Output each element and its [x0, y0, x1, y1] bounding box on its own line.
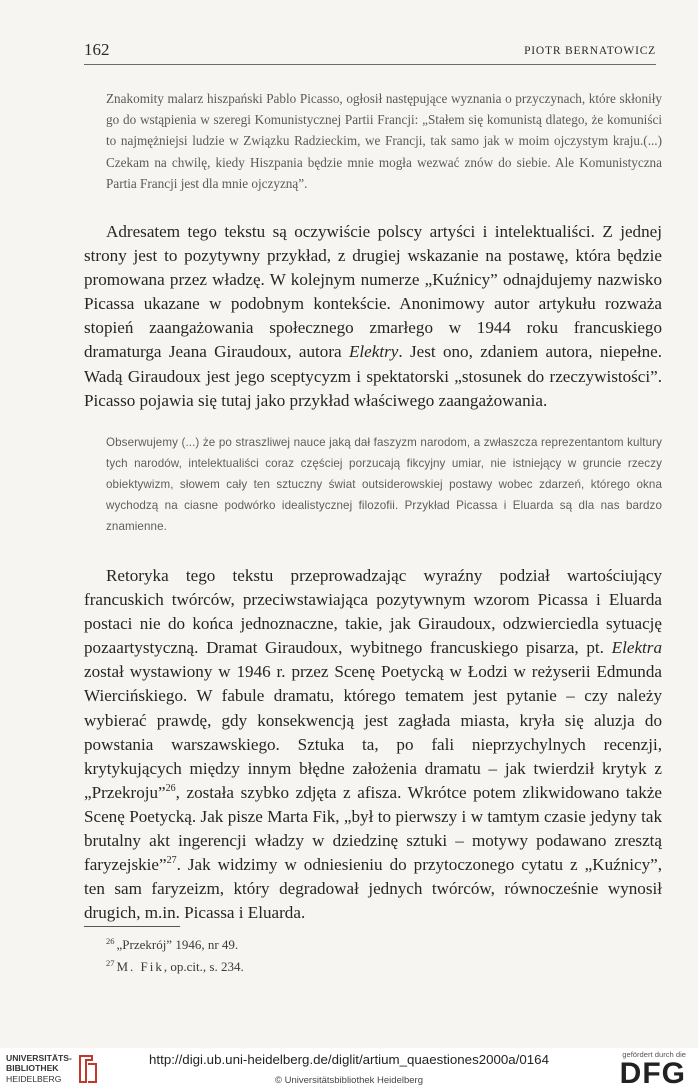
source-url-link[interactable]: http://digi.ub.uni-heidelberg.de/diglit/artium_quaestiones2000a/0164: [149, 1052, 549, 1067]
page-number: 162: [84, 40, 110, 59]
copyright-text: © Universitätsbibliothek Heidelberg: [275, 1075, 423, 1086]
viewer-footer: [0, 1048, 698, 1092]
footnote-ref-27[interactable]: 27: [166, 855, 177, 867]
footnote-27: [106, 954, 244, 976]
para2-title: Elektra: [611, 638, 662, 658]
footnote-author: M. Fik: [116, 959, 164, 974]
block-quote-1: Znakomity malarz hiszpański Pablo Picasso, ogłosił następujące wyznania o przyczynach, które skłoniły go do wstąpienia w szeregi Komunistycznej Partii Francji: „Stałem się komunistą dlatego, że komuniści to najmężniejsi ludzie w Związku Radzieckim, we Francji, tak samo jak w moim ojczystym kraju.(...) Czekam na chwilę, kiedy Hiszpania będzie mnie mogła wezwać znów do siebie. Ale Komunistyczna Partia Francji jest dla mnie ojczyzną”.: [106, 91, 662, 191]
footnote-divider: [84, 926, 180, 927]
para2-text1: Retoryka tego tekstu przeprowadzając wyraźny podział wartościujący francuskich twórców, przeciwstawiająca pozytywnym wzorom Picassa i Eluarda postaci nie do końca jednoznaczne, takie, jak Giraudoux, odzwierciedla sytuację pozaartystyczną. Dramat Giraudoux, wybitnego francuskiego pisarza, pt.: [84, 566, 662, 658]
library-name-line: HEIDELBERG: [6, 1073, 62, 1084]
dfg-wordmark: DFG: [619, 1057, 686, 1090]
running-head: PIOTR BERNATOWICZ: [524, 45, 656, 57]
para1-title: Elektry: [348, 342, 399, 362]
dfg-caption: gefördert durch die: [622, 1050, 686, 1059]
footnote-number: 27: [106, 958, 115, 968]
footnote-text: , op.cit., s. 234.: [163, 959, 244, 974]
para1-text2: . Jest ono, zdaniem autora, niepełne. Wadą Giraudoux jest jego sceptycyzm i spektatorski „stosunek do rzeczywistości”. Picasso pojawia się tutaj jako przykład właściwego zaangażowania.: [84, 342, 662, 410]
body-paragraph-2: [84, 564, 662, 925]
footnote-ref-26[interactable]: 26: [165, 782, 176, 794]
para2-text4: . Jak widzimy w odniesieniu do przytoczonego cytatu z „Kuźnicy”, ten sam faryzeizm, który degradował jednych twórców, równocześnie wynosił drugich, m.in. Picassa i Eluarda.: [84, 855, 662, 923]
library-name-line: BIBLIOTHEK: [6, 1063, 59, 1074]
page-header: [84, 40, 656, 65]
footnote-number: 26: [106, 936, 115, 946]
library-name-line: UNIVERSITÄTS-: [6, 1053, 72, 1063]
footnote-26: [106, 932, 244, 954]
footnote-text: „Przekrój” 1946, nr 49.: [116, 937, 239, 952]
block-quote-2: Obserwujemy (...) że po straszliwej nauce jaką dał faszyzm narodom, a zwłaszcza reprezentantom kultury tych narodów, intelektualiści coraz częściej porzucają fikcyjny umiar, nie istniejący w gruncie rzeczy obiektywizm, słowem cały ten sztuczny świat outsiderowskiej postawy wobec zdarzeń, którego okna wychodzą na ciasne podwórko idealistycznej filozofii. Przykład Picassa i Eluarda są dla nas bardzo znamienne.: [106, 436, 662, 533]
body-paragraph-1: [84, 220, 662, 413]
para1-text1: Adresatem tego tekstu są oczywiście polscy artyści i intelektualiści. Z jednej strony jest to pozytywny przykład, z drugiej wskazanie na postawę, która będzie promowana przez władzę. W kolejnym numerze „Kuźnicy” odnajdujemy nazwisko Picassa ukazane w podobnym kontekście. Anonimowy autor artykułu rozważa stopień zaangażowania społecznego zmarłego w 1944 roku francuskiego dramaturga Jeana Giraudoux, autora: [84, 222, 662, 362]
para2-text2: został wystawiony w 1946 r. przez Scenę Poetycką w Łodzi w reżyserii Edmunda Wiercińskiego. W fabule dramatu, którego tematem jest pytanie – czy należy wybierać prawdę, gdy konsekwencją jest zagłada miasta, kryła się aluzja do powstania warszawskiego. Sztuka ta, po fali nieprzychylnych recenzji, krytykujących między innym błędne założenia dramatu – jak twierdził krytyk z „Przekroju”: [84, 662, 662, 802]
footnotes: [106, 932, 244, 976]
dfg-logo[interactable]: [620, 1050, 686, 1089]
para2-text3: , została szybko zdjęta z afisza. Wkrótce potem zlikwidowano także Scenę Poetycką. Jak pisze Marta Fik, „był to pierwszy i w tamtym czasie jedyny tak brutalny akt ingerencji władzy w dziedzinę sztuki – motywy podawano zresztą faryzejskie”: [84, 782, 662, 875]
